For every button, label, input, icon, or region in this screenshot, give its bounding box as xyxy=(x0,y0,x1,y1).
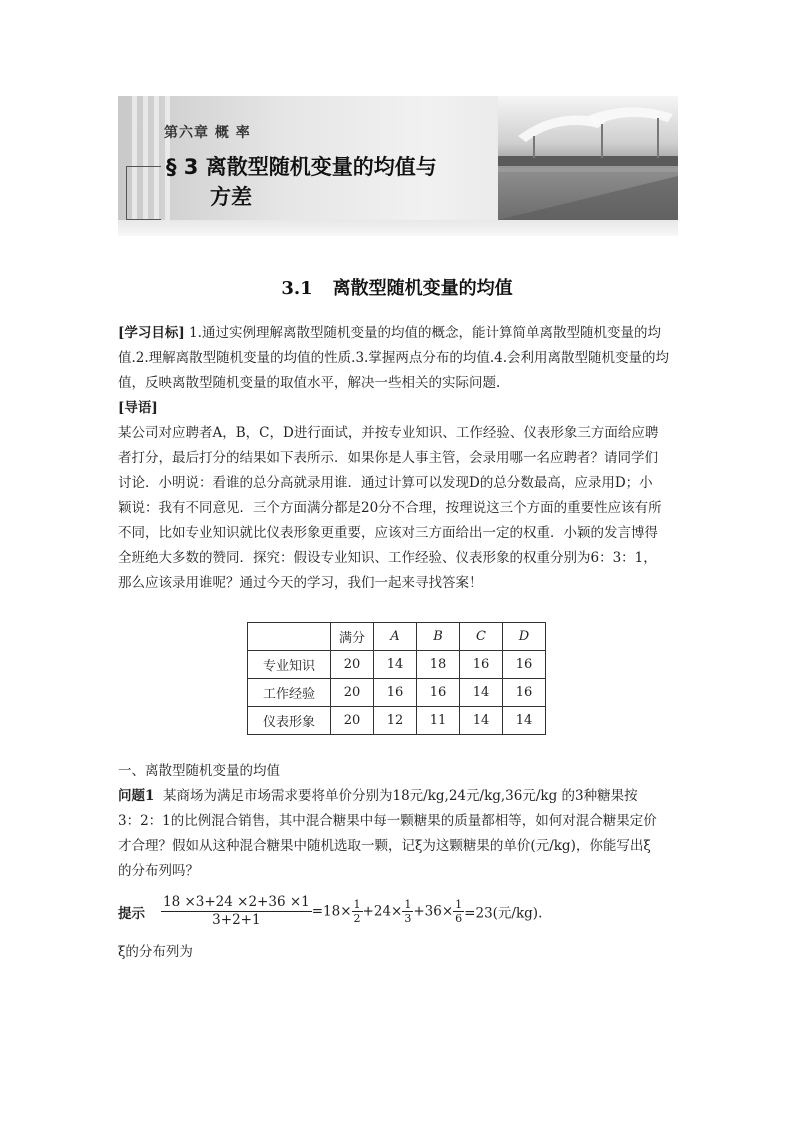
table-cell: 工作经验 xyxy=(248,679,331,707)
table-cell: 仪表形象 xyxy=(248,707,331,735)
subsection-number: 3.1 xyxy=(281,278,313,299)
distribution-caption: ξ的分布列为 xyxy=(118,944,193,960)
subsection-title: 离散型随机变量的均值 xyxy=(332,278,513,299)
fraction-denominator: 3 xyxy=(404,912,412,925)
hint-formula xyxy=(118,894,718,938)
hint-label: 提示 xyxy=(118,905,145,922)
fraction-denominator: 6 xyxy=(455,912,463,925)
fraction-denominator: 3+2+1 xyxy=(212,912,261,928)
objectives-line2: 值.2.理解离散型随机变量的均值的性质.3.掌握两点分布的均值.4.会利用离散型随机变量的均 xyxy=(118,350,670,366)
table-cell: 16 xyxy=(503,651,546,679)
banner-stripe xyxy=(118,220,678,236)
table-header-cell: C xyxy=(460,623,503,651)
objectives-line3: 值，反映离散型随机变量的取值水平，解决一些相关的实际问题. xyxy=(118,375,501,391)
table-header-cell: A xyxy=(374,623,417,651)
fraction-numerator: 1 xyxy=(353,898,361,911)
formula-term: +36× xyxy=(413,903,454,920)
stadium-photo xyxy=(498,96,678,220)
table-cell: 16 xyxy=(503,679,546,707)
fraction-numerator: 18 ×3+24 ×2+36 ×1 xyxy=(163,894,310,910)
title-bracket xyxy=(126,166,161,220)
fraction-numerator: 1 xyxy=(404,898,412,911)
section-title xyxy=(166,152,437,212)
fraction-denominator: 2 xyxy=(353,912,361,925)
fraction-one-sixth xyxy=(453,898,464,925)
intro-section xyxy=(118,396,679,596)
table-cell: 16 xyxy=(374,679,417,707)
table-cell: 14 xyxy=(460,679,503,707)
fraction-one-half xyxy=(352,898,363,925)
fraction-numerator: 1 xyxy=(455,898,463,911)
table-row xyxy=(248,707,546,735)
intro-label: [导语] xyxy=(118,400,158,416)
intro-line: 者打分，最后打分的结果如下表所示．如果你是人事主管，会录用哪一名应聘者？请同学们 xyxy=(118,450,658,466)
subsection-heading xyxy=(0,274,794,300)
table-cell: 14 xyxy=(374,651,417,679)
table-cell: 专业知识 xyxy=(248,651,331,679)
intro-line: 讨论．小明说：看谁的总分高就录用谁．通过计算可以发现D的总分数最高，应录用D；小 xyxy=(118,475,653,491)
table-cell: 20 xyxy=(331,651,374,679)
fraction-one-third xyxy=(402,898,413,925)
fraction-weighted-price xyxy=(161,894,312,929)
section-title-line1: § 3 离散型随机变量的均值与 xyxy=(166,155,437,179)
problem-line2: 3：2：1的比例混合销售，其中混合糖果中每一颗糖果的质量都相等，如何对混合糖果定价 xyxy=(118,813,657,829)
table-cell: 12 xyxy=(374,707,417,735)
intro-line: 不同，比如专业知识就比仪表形象更重要，应该对三方面给出一定的权重．小颖的发言博得 xyxy=(118,525,658,541)
table-row xyxy=(248,679,546,707)
formula-result: =23(元/kg). xyxy=(464,905,543,922)
table-cell: 16 xyxy=(460,651,503,679)
formula-term: +24× xyxy=(362,903,403,920)
table-cell: 20 xyxy=(331,679,374,707)
intro-line: 全班绝大多数的赞同．探究：假设专业知识、工作经验、仪表形象的权重分别为6：3：1， xyxy=(118,550,657,566)
table-cell: 14 xyxy=(503,707,546,735)
table-cell: 20 xyxy=(331,707,374,735)
intro-line: 某公司对应聘者A，B，C，D进行面试，并按专业知识、工作经验、仪表形象三方面给应聘 xyxy=(118,425,659,441)
chapter-label: 第六章 概 率 xyxy=(164,125,251,141)
table-header-cell xyxy=(248,623,331,651)
score-table xyxy=(247,622,546,735)
problem-line1: 某商场为满足市场需求要将单价分别为18元/kg,24元/kg,36元/kg 的3种糖果按 xyxy=(163,788,638,804)
table-cell: 11 xyxy=(417,707,460,735)
table-cell: 16 xyxy=(417,679,460,707)
part1-section xyxy=(118,759,679,884)
objectives-line1: 1.通过实例理解离散型随机变量的均值的概念，能计算简单离散型随机变量的均 xyxy=(189,325,661,341)
table-header-row xyxy=(248,623,546,651)
formula-term: =18× xyxy=(311,903,352,920)
problem-line4: 的分布列吗？ xyxy=(118,863,199,879)
learning-objectives xyxy=(118,321,679,396)
table-header-cell: 满分 xyxy=(331,623,374,651)
table-header-cell: D xyxy=(503,623,546,651)
intro-line: 那么应该录用谁呢？通过今天的学习，我们一起来寻找答案！ xyxy=(118,575,483,591)
problem-label: 问题1 xyxy=(118,788,155,804)
objectives-label: [学习目标] xyxy=(118,325,185,341)
table-cell: 14 xyxy=(460,707,503,735)
intro-line: 颖说：我有不同意见．三个方面满分都是20分不合理，按理说这三个方面的重要性应该有所 xyxy=(118,500,662,516)
problem-line3: 才合理？假如从这种混合糖果中随机选取一颗，记ξ为这颗糖果的单价(元/kg)，你能写出ξ xyxy=(118,838,651,854)
table-row xyxy=(248,651,546,679)
part1-heading: 一、离散型随机变量的均值 xyxy=(118,763,280,779)
table-header-cell: B xyxy=(417,623,460,651)
table-cell: 18 xyxy=(417,651,460,679)
section-title-line2: 方差 xyxy=(210,185,252,209)
